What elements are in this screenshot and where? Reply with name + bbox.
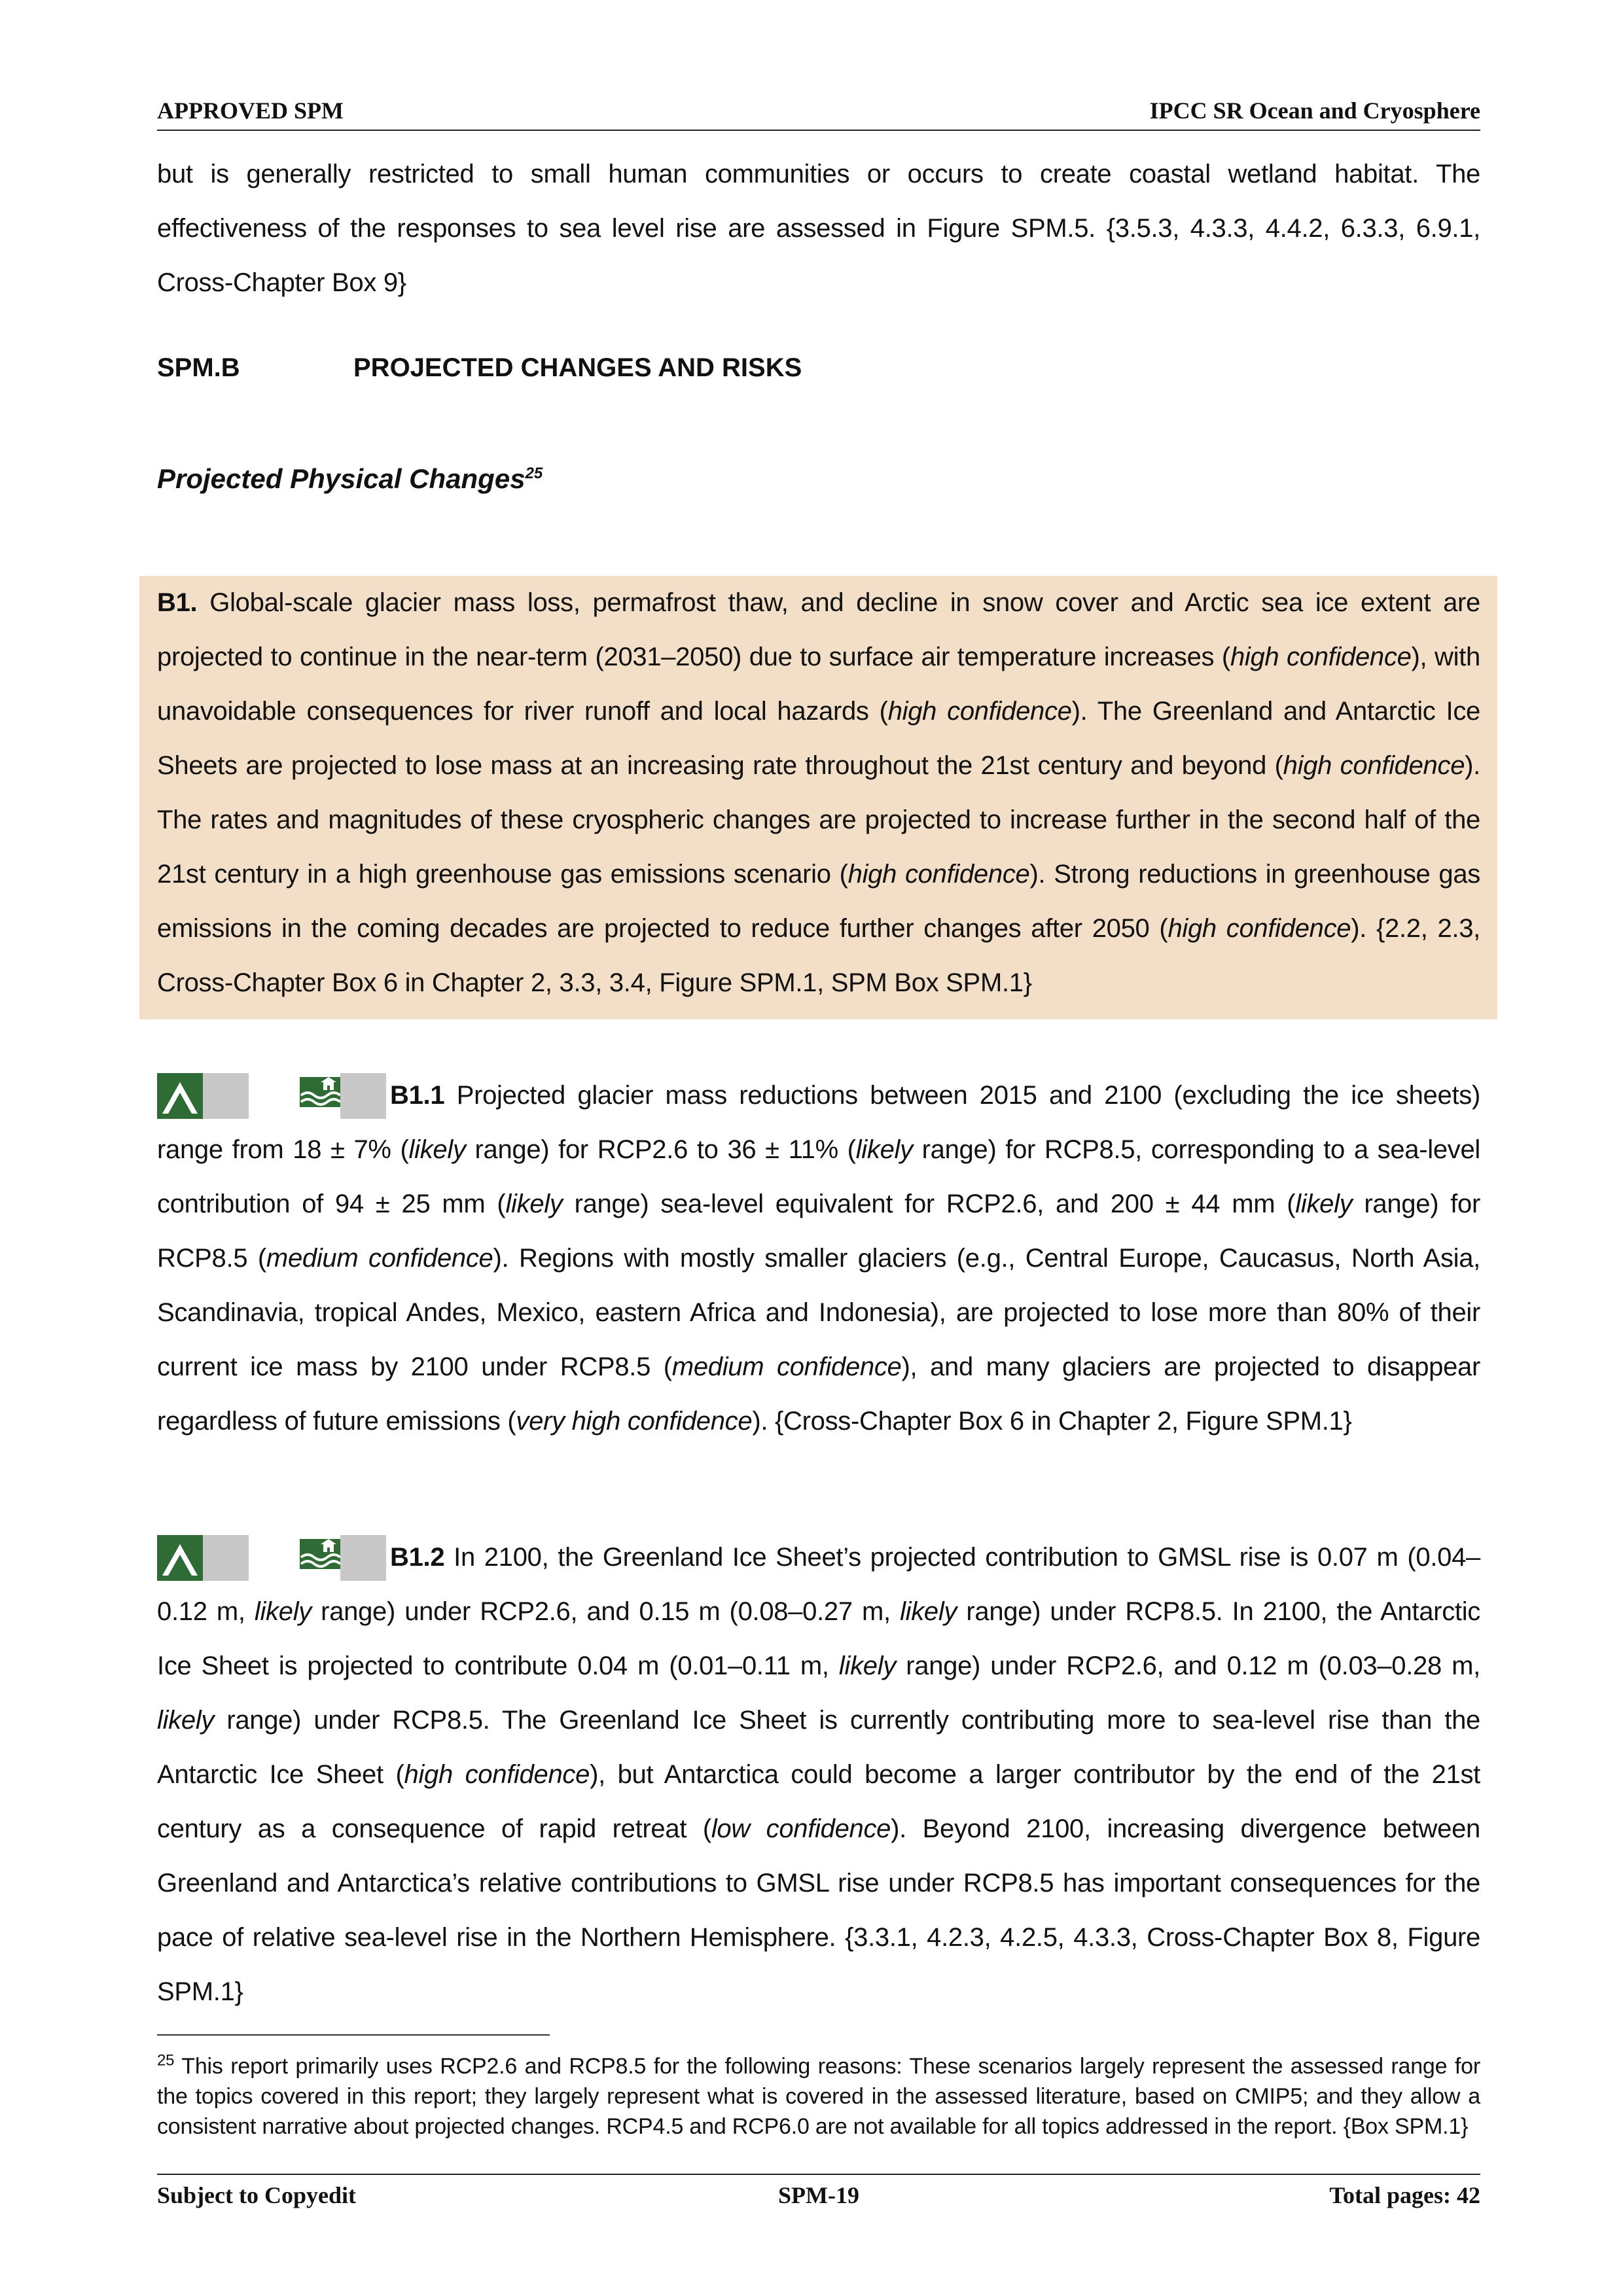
grey-spacer-icon	[340, 1535, 386, 1581]
b1-2-label: B1.2	[390, 1543, 445, 1572]
b1-1-label: B1.1	[390, 1081, 445, 1110]
b1-text: ). The rates and magnitudes of these cryospheric changes are projected to increase further in the second half of the 21st century in a high greenhouse gas emissions scenario (	[157, 751, 1480, 889]
b1-1-text: ). {Cross-Chapter Box 6 in Chapter 2, Figure SPM.1}	[752, 1407, 1352, 1436]
mountain-icon	[157, 1535, 203, 1581]
likelihood-term: likely	[900, 1597, 957, 1626]
likelihood-term: likely	[855, 1135, 913, 1164]
b1-text: Global-scale glacier mass loss, permafrost thaw, and decline in snow cover and Arctic sea ice extent are projected to continue in the near-term (2031–2050) due to surface air temperature increases (	[157, 588, 1480, 671]
b1-text: ). {2.2, 2.3, Cross-Chapter Box 6 in Chapter 2, 3.3, 3.4, Figure SPM.1, SPM Box SPM.1}	[157, 914, 1480, 997]
likelihood-term: likely	[505, 1190, 563, 1218]
section-heading	[157, 353, 802, 383]
footnote-number: 25	[157, 2051, 175, 2070]
confidence-term: high confidence	[1230, 643, 1412, 671]
blank-spacer-icon	[249, 1073, 294, 1119]
confidence-term: low confidence	[711, 1814, 891, 1843]
likelihood-term: likely	[254, 1597, 312, 1626]
subsection-title: Projected Physical Changes	[157, 463, 526, 494]
confidence-term: high confidence	[404, 1760, 590, 1789]
section-title: PROJECTED CHANGES AND RISKS	[353, 353, 802, 382]
b1-1-text: range) for RCP8.5 (	[157, 1190, 1480, 1273]
coast-house-icon	[294, 1535, 340, 1581]
likelihood-term: likely	[408, 1135, 466, 1164]
b1-text: ). Strong reductions in greenhouse gas emissions in the coming decades are projected to reduce further changes after 2050 (	[157, 860, 1480, 943]
footnote-ref: 25	[525, 465, 543, 482]
b1-2-paragraph	[157, 1530, 1480, 2019]
confidence-term: medium confidence	[671, 1352, 902, 1381]
b1-2-text: range) under RCP8.5. In 2100, the Antarctic Ice Sheet is projected to contribute 0.04 m (0.01–0.11 m,	[157, 1597, 1480, 1680]
likelihood-term: likely	[157, 1706, 215, 1735]
blank-spacer-icon	[249, 1535, 294, 1581]
b1-2-text: range) under RCP2.6, and 0.15 m (0.08–0.27 m,	[311, 1597, 901, 1626]
grey-spacer-icon	[203, 1073, 249, 1119]
b1-2-text: range) under RCP2.6, and 0.12 m (0.03–0.28 m,	[896, 1651, 1480, 1680]
confidence-term: high confidence	[1168, 914, 1351, 943]
likelihood-term: likely	[838, 1651, 897, 1680]
confidence-term: high confidence	[1283, 751, 1465, 780]
b1-text: ), with unavoidable consequences for river runoff and local hazards (	[157, 643, 1480, 726]
confidence-term: medium confidence	[266, 1244, 493, 1273]
b1-text: ). The Greenland and Antarctic Ice Sheets are projected to lose mass at an increasing rate throughout the 21st century and beyond (	[157, 697, 1480, 780]
grey-spacer-icon	[203, 1535, 249, 1581]
footnote-text: This report primarily uses RCP2.6 and RCP8.5 for the following reasons: These scenarios largely represent the assessed range for the topics covered in this report; they largely represent what is covered in the assessed literature, based on CMIP5; and they allow a consistent narrative about projected changes. RCP4.5 and RCP6.0 are not available for all topics addressed in the report. {Box SPM.1}	[157, 2054, 1480, 2139]
grey-spacer-icon	[340, 1073, 386, 1119]
confidence-term: high confidence	[887, 697, 1072, 726]
b1-1-text: range) for RCP2.6 to 36 ± 11% (	[465, 1135, 856, 1164]
b1-paragraph	[157, 576, 1480, 1010]
coast-house-icon	[294, 1073, 340, 1119]
b1-1-text: range) for RCP8.5, corresponding to a sea-level contribution of 94 ± 25 mm (	[157, 1135, 1480, 1218]
icon-strip	[157, 1535, 386, 1581]
b1-2-text: range) under RCP8.5. The Greenland Ice Sheet is currently contributing more to sea-level rise than the Antarctic Ice Sheet (	[157, 1706, 1480, 1789]
b1-2-text: ), but Antarctica could become a larger contributor by the end of the 21st century as a consequence of rapid retreat (	[157, 1760, 1480, 1843]
b1-1-paragraph	[157, 1069, 1480, 1449]
page-header	[157, 97, 1480, 131]
icon-strip	[157, 1073, 386, 1119]
total-pages: Total pages: 42	[1329, 2182, 1480, 2208]
b1-label: B1.	[157, 588, 198, 617]
subsection-heading	[157, 463, 543, 495]
b1-1-text: range) sea-level equivalent for RCP2.6, and 200 ± 44 mm (	[562, 1190, 1296, 1218]
headline-statement-box	[139, 576, 1497, 1019]
section-number: SPM.B	[157, 353, 240, 382]
b1-2-text: In 2100, the Greenland Ice Sheet’s projected contribution to GMSL rise is 0.07 m (0.04–0.12 m,	[157, 1543, 1480, 1626]
likelihood-term: likely	[1295, 1190, 1353, 1218]
footnote-25	[157, 2051, 1480, 2142]
header-right: IPCC SR Ocean and Cryosphere	[1149, 97, 1480, 124]
footnote-divider	[157, 2034, 550, 2036]
page-number: SPM-19	[778, 2182, 859, 2208]
b1-1-text: Projected glacier mass reductions between 2015 and 2100 (excluding the ice sheets) range from 18 ± 7% (	[157, 1081, 1480, 1164]
intro-paragraph: but is generally restricted to small human communities or occurs to create coastal wetland habitat. The effectiveness of the responses to sea level rise are assessed in Figure SPM.5. {3.5.3, 4.3.3, 4.4.2, 6.3.3, 6.9.1, Cross-Chapter Box 9}	[157, 160, 1480, 297]
b1-2-text: ). Beyond 2100, increasing divergence between Greenland and Antarctica’s relative contributions to GMSL rise under RCP8.5 has important consequences for the pace of relative sea-level rise in the Northern Hemisphere. {3.3.1, 4.2.3, 4.2.5, 4.3.3, Cross-Chapter Box 8, Figure SPM.1}	[157, 1814, 1480, 2006]
b1-1-text: ), and many glaciers are projected to disappear regardless of future emissions (	[157, 1352, 1481, 1436]
mountain-icon	[157, 1073, 203, 1119]
footer-left: Subject to Copyedit	[157, 2182, 356, 2208]
b1-1-text: ). Regions with mostly smaller glaciers (e.g., Central Europe, Caucasus, North Asia, Scandinavia, tropical Andes, Mexico, eastern Africa and Indonesia), are projected to lose more than 80% of their current ice mass by 2100 under RCP8.5 (	[157, 1244, 1480, 1381]
page-footer	[157, 2174, 1480, 2209]
confidence-term: high confidence	[847, 860, 1030, 889]
header-left: APPROVED SPM	[157, 97, 344, 124]
confidence-term: very high confidence	[516, 1407, 753, 1436]
